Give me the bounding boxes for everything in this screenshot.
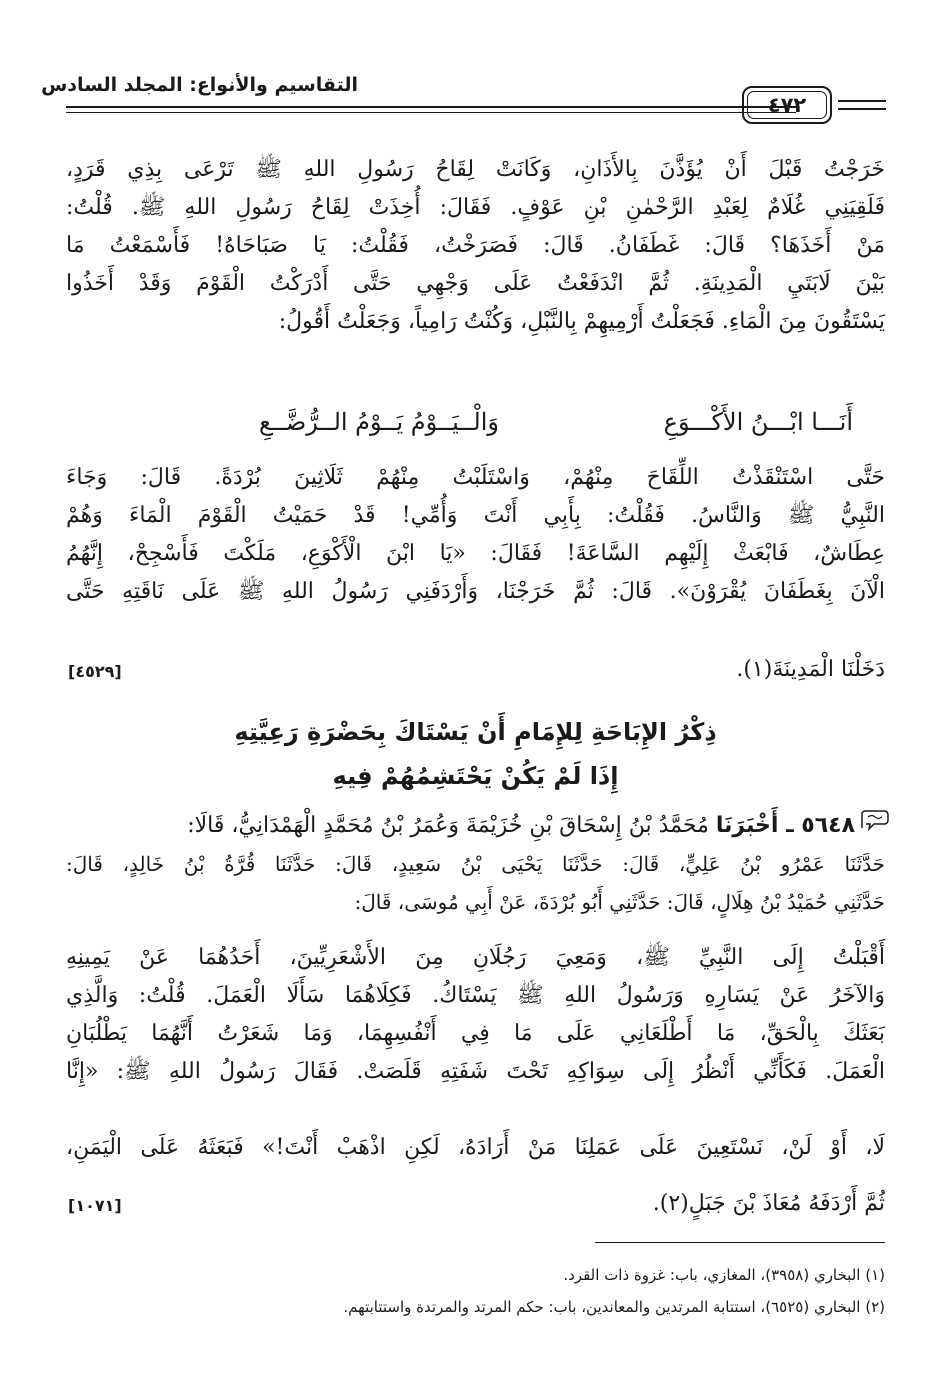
footnote: (٢) البخاري (٦٥٢٥)، استتابة المرتدين والمعاندين، باب: حكم المرتد والمرتدة واستتابتهم.: [343, 1298, 885, 1316]
text-line: بَيْنَ لَابَتَيِ الْمَدِينَةِ. ثُمَّ انْدَفَعْتُ عَلَى وَجْهِي حَتَّى أَدْرَكْتُ الْقَوْمَ وَقَدْ أَخَذُوا: [66, 271, 885, 296]
chapter-heading-line2: إِذَا لَمْ يَكُنْ يَحْتَشِمُهُمْ فِيهِ: [332, 762, 619, 790]
verse-first-hemistich: أَنَـــا ابْـــنُ الأَكْـــوَعِ: [663, 408, 853, 436]
header-rule: [66, 106, 796, 108]
text-line: فَلَقِيَنِي غُلَامٌ لِعَبْدِ الرَّحْمٰنِ بْنِ عَوْفٍ. فَقَالَ: أُخِذَتْ لِقَاحُ رَسُولِ اللهِ ﷺ. قُلْتُ:: [66, 195, 885, 220]
text-line: دَخَلْنَا الْمَدِينَةَ(١).: [736, 657, 885, 682]
page-number: ٤٧٢: [747, 91, 827, 119]
text-line: مَنْ أَخَذَهَا؟ قَالَ: غَطَفَانُ. قَالَ: فَصَرَخْتُ، فَقُلْتُ: يَا صَبَاحَاهُ! فَأَسْمَعْتُ مَا: [66, 233, 885, 258]
footnote-separator: [595, 1242, 885, 1243]
matn-line: لَا، أَوْ لَنْ، نَسْتَعِينَ عَلَى عَمَلِنَا مَنْ أَرَادَهُ، لَكِنِ اذْهَبْ أَنْتَ!» فَبَعَثَهُ عَلَى الْيَمَنِ،: [66, 1135, 885, 1160]
isnad-line: حَدَّثَنِي حُمَيْدُ بْنُ هِلَالٍ، قَالَ: حَدَّثَنِي أَبُو بُرْدَةَ، عَنْ أَبِي مُوسَى، قَالَ:: [354, 890, 885, 914]
header-rule-right-2: [838, 108, 886, 110]
page-number-box: [742, 86, 832, 124]
text-line: الْآنَ بِغَطَفَانَ يُقْرَوْنَ». قَالَ: ثُمَّ خَرَجْنَا، وَأَرْدَفَنِي رَسُولُ اللهِ ﷺ عَلَى نَاقَتِهِ حَتَّى: [66, 579, 885, 604]
isnad-text: مُحَمَّدُ بْنُ إِسْحَاقَ بْنِ خُزَيْمَةَ وَعُمَرُ بْنُ مُحَمَّدٍ الْهَمْدَانِيُّ، قَالَا:: [187, 813, 709, 838]
matn-line: وَالآخَرُ عَنْ يَسَارِهِ وَرَسُولُ اللهِ ﷺ يَسْتَاكُ. فَكِلَاهُمَا سَأَلَا الْعَمَلَ. قُلْتُ: وَالَّذِي: [66, 983, 885, 1008]
footnote: (١) البخاري (٣٩٥٨)، المغازي، باب: غزوة ذات القرد.: [563, 1266, 885, 1284]
matn-line: أَقْبَلْتُ إِلَى النَّبِيِّ ﷺ، وَمَعِيَ رَجُلَانِ مِنَ الأَشْعَرِيِّينَ، أَحَدُهُمَا عَنْ يَمِينِهِ: [66, 945, 885, 970]
running-title: التقاسيم والأنواع: المجلد السادس: [41, 74, 358, 96]
text-line: النَّبِيُّ ﷺ وَالنَّاسُ. فَقُلْتُ: بِأَبِي أَنْتَ وَأُمِّي! قَدْ حَمَيْتُ الْقَوْمَ الْمَاءَ وَهُمْ: [66, 503, 885, 528]
text-line: عِطَاشٌ، فَابْعَثْ إِلَيْهِم السَّاعَةَ! فَقَالَ: «يَا ابْنَ الْأَكْوَعِ، مَلَكْتَ فَأَسْجِحْ، إِنَّهُمُ: [66, 541, 885, 566]
hadith-ornament-icon: [860, 808, 890, 832]
isnad-line: [65, 808, 855, 844]
matn-line: ثُمَّ أَرْدَفَهُ مُعَاذَ بْنَ جَبَلٍ(٢).: [652, 1191, 885, 1216]
matn-line: الْعَمَلَ. فَكَأَنِّي أَنْظُرُ إِلَى سِوَاكِهِ تَحْتَ شَفَتِهِ قَلَصَتْ. فَقَالَ رَسُولُ اللهِ ﷺ: «إِنَّا: [66, 1059, 885, 1084]
text-line: يَسْتَقُونَ مِنَ الْمَاءِ. فَجَعَلْتُ أَرْمِيهِمْ بِالنَّبْلِ، وَكُنْتُ رَامِياً، وَجَعَلْتُ أَقُولُ:: [278, 309, 885, 334]
header-rule-thin: [66, 112, 796, 113]
chapter-heading-line1: ذِكْرُ الإِبَاحَةِ لِلإِمَامِ أَنْ يَسْتَاكَ بِحَضْرَةِ رَعِيَّتِهِ: [234, 718, 717, 746]
hadith-reference: [٤٥٢٩]: [68, 662, 122, 681]
hadith-number: ٥٦٤٨ ـ أَخْبَرَنَا: [715, 813, 855, 838]
hadith-reference: [١٠٧١]: [68, 1196, 122, 1215]
matn-line: بَعَثَكَ بِالْحَقِّ، مَا أَطْلَعَانِي عَلَى مَا فِي أَنْفُسِهِمَا، وَمَا شَعَرْتُ أَنَّهُمَا يَطْلُبَانِ: [66, 1021, 885, 1046]
header-rule-right: [838, 100, 886, 102]
verse-second-hemistich: وَالْــيَــوْمُ يَــوْمُ الــرُّضَّــعِ: [259, 408, 499, 436]
text-line: حَتَّى اسْتَنْقَذْتُ اللِّقَاحَ مِنْهُمْ، وَاسْتَلَبْتُ مِنْهُمْ ثَلَاثِينَ بُرْدَةً. قَالَ: وَجَاءَ: [66, 465, 885, 490]
isnad-line: حَدَّثَنَا عَمْرُو بْنُ عَلِيٍّ، قَالَ: حَدَّثَنَا يَحْيَى بْنُ سَعِيدٍ، قَالَ: حَدَّثَنَا قُرَّةُ بْنُ خَالِدٍ، قَالَ:: [66, 852, 885, 876]
text-line: خَرَجْتُ قَبْلَ أَنْ يُؤَذَّنَ بِالأَذَانِ، وَكَانَتْ لِقَاحُ رَسُولِ اللهِ ﷺ تَرْعَى بِذِي قَرَدٍ،: [66, 157, 885, 182]
